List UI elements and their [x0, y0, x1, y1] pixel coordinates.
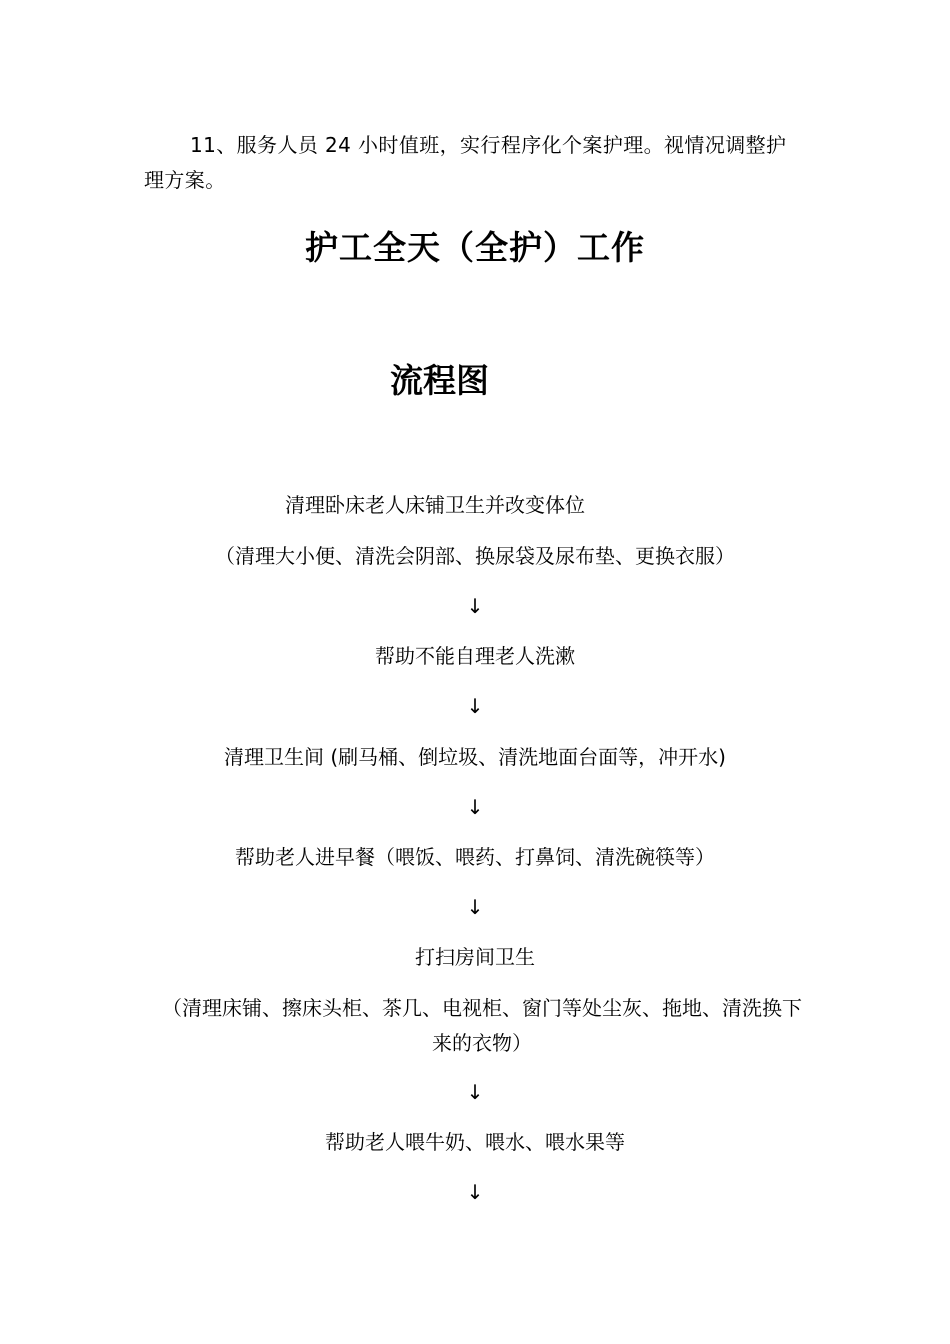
- flow-step-6: 帮助老人喂牛奶、喂水、喂水果等: [325, 1130, 625, 1154]
- flow-step-1-detail: （清理大小便、清洗会阴部、换尿袋及尿布垫、更换衣服）: [215, 544, 735, 568]
- down-arrow-icon: ↓: [466, 594, 484, 618]
- flow-step-4: 帮助老人进早餐（喂饭、喂药、打鼻饲、清洗碗筷等）: [235, 845, 715, 869]
- flow-step-5-main: 打扫房间卫生: [415, 945, 535, 969]
- down-arrow-icon: ↓: [466, 694, 484, 718]
- down-arrow-icon: ↓: [466, 895, 484, 919]
- paragraph-item-11: 11、服务人员 24 小时值班，实行程序化个案护理。视情况调整护理方案。: [144, 133, 787, 192]
- flow-step-2: 帮助不能自理老人洗漱: [375, 644, 575, 668]
- down-arrow-icon: ↓: [466, 1080, 484, 1104]
- down-arrow-icon: ↓: [466, 795, 484, 819]
- flow-step-3: 清理卫生间 (刷马桶、倒垃圾、清洗地面台面等，冲开水): [224, 745, 726, 769]
- flowchart-title: 护工全天（全护）工作: [305, 228, 645, 267]
- flow-step-1-main: 清理卧床老人床铺卫生并改变体位: [285, 493, 585, 517]
- down-arrow-icon: ↓: [466, 1180, 484, 1204]
- flow-step-5-detail: （清理床铺、擦床头柜、茶几、电视柜、窗门等处尘灰、拖地、清洗换下来的衣物）: [162, 996, 802, 1055]
- flowchart-title-line2: 流程图: [390, 361, 489, 400]
